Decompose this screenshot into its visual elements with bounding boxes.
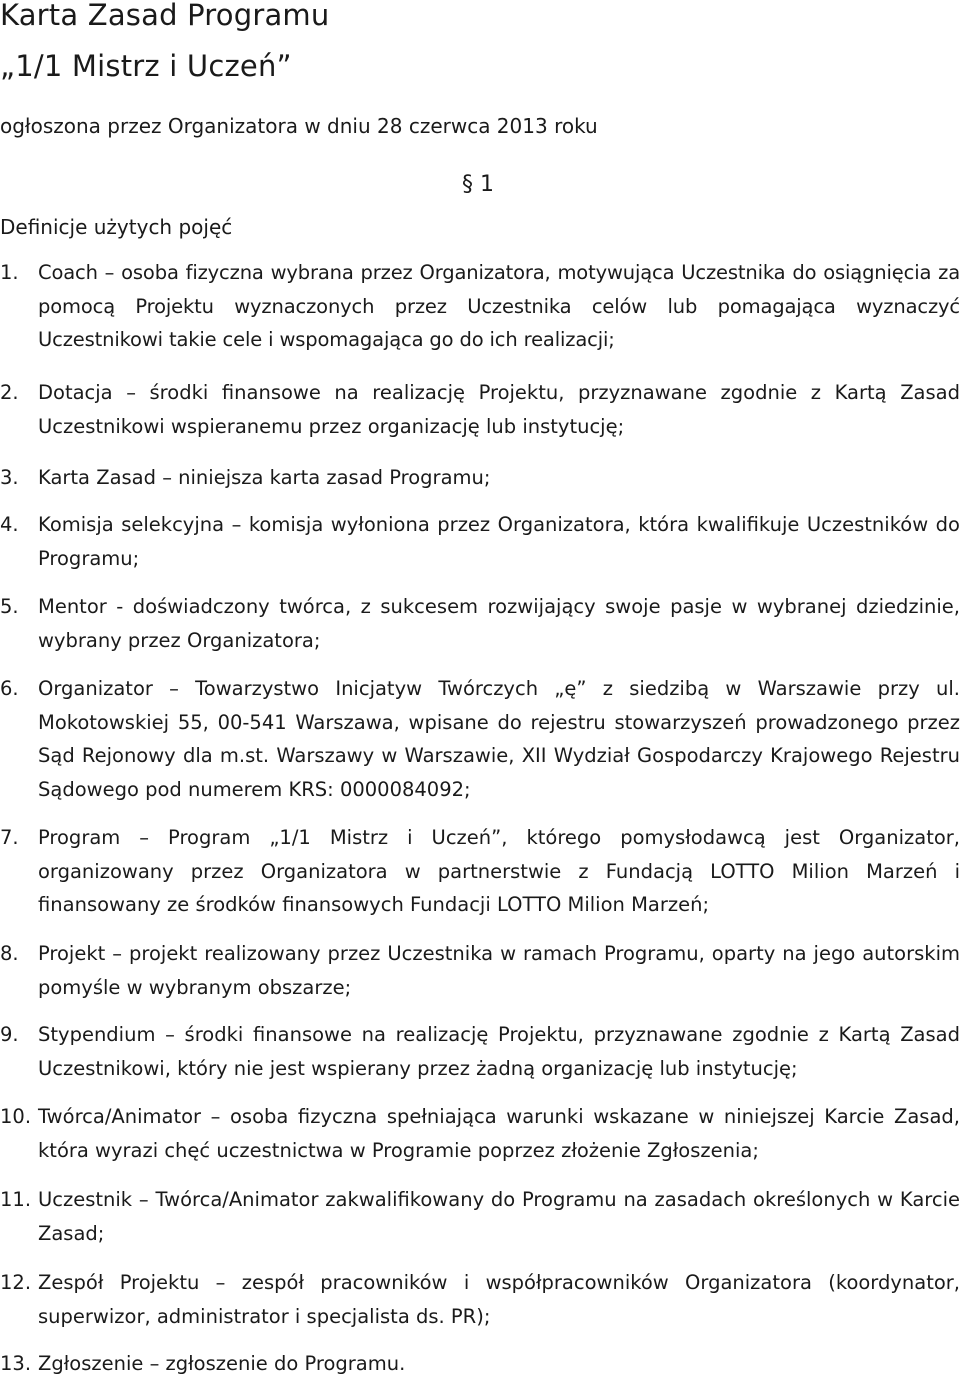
definition-text: Mentor - doświadczony twórca, z sukcesem rozwijający swoje pasje w wybranej dziedzinie, wybrany przez Organizatora; — [38, 595, 960, 652]
definition-number: 4. — [0, 513, 19, 536]
definition-text: Uczestnik – Twórca/Animator zakwalifikowany do Programu na zasadach określonych w Karcie Zasad; — [38, 1188, 960, 1245]
definition-text: Coach – osoba fizyczna wybrana przez Organizatora, motywująca Uczestnika do osiągnięcia za pomocą Projektu wyznaczonych przez Uczestnika celów lub pomagająca wyznaczyć Uczestnikowi takie cele i wspomagająca go do ich realizacji; — [38, 261, 960, 351]
definition-item — [0, 672, 960, 806]
definition-text: Zgłoszenie – zgłoszenie do Programu. — [38, 1352, 406, 1375]
document-title-program-name: „1/1 Mistrz i Uczeń” — [0, 49, 292, 83]
definition-number: 5. — [0, 595, 19, 618]
definition-text: Stypendium – środki finansowe na realizację Projektu, przyznawane zgodnie z Kartą Zasad Uczestnikowi, który nie jest wspierany przez żadną organizację lub instytucję; — [38, 1023, 960, 1080]
definition-text: Zespół Projektu – zespół pracowników i współpracowników Organizatora (koordynator, superwizor, administrator i specjalista ds. PR); — [38, 1271, 960, 1328]
definition-number: 10. — [0, 1105, 32, 1128]
definition-number: 7. — [0, 826, 19, 849]
definition-number: 3. — [0, 466, 19, 489]
definition-item — [0, 461, 960, 495]
definition-text: Komisja selekcyjna – komisja wyłoniona przez Organizatora, która kwalifikuje Uczestników do Programu; — [38, 513, 960, 570]
definition-number: 12. — [0, 1271, 32, 1294]
document-subtitle: ogłoszona przez Organizatora w dniu 28 czerwca 2013 roku — [0, 114, 598, 138]
definition-item — [0, 590, 960, 657]
definition-text: Organizator – Towarzystwo Inicjatyw Twórczych „ę” z siedzibą w Warszawie przy ul. Mokotowskiej 55, 00-541 Warszawa, wpisane do rejestru stowarzyszeń prowadzonego przez Sąd Rejonowy dla m.st. Warszawy w Warszawie, XII Wydział Gospodarczy Krajowego Rejestru Sądowego pod numerem KRS: 0000084092; — [38, 677, 960, 801]
definition-item — [0, 376, 960, 443]
definition-number: 1. — [0, 261, 19, 284]
definition-item — [0, 1018, 960, 1085]
document-title: Karta Zasad Programu — [0, 0, 330, 32]
definition-number: 2. — [0, 381, 19, 404]
definition-text: Program – Program „1/1 Mistrz i Uczeń”, którego pomysłodawcą jest Organizator, organizowany przez Organizatora w partnerstwie z Fundacją LOTTO Milion Marzeń i finansowany ze środków finansowych Fundacji LOTTO Milion Marzeń; — [38, 826, 960, 916]
section-heading: Definicje użytych pojęć — [0, 215, 233, 239]
definition-text: Twórca/Animator – osoba fizyczna spełniająca warunki wskazane w niniejszej Karcie Zasad, która wyrazi chęć uczestnictwa w Programie poprzez złożenie Zgłoszenia; — [38, 1105, 960, 1162]
definition-text: Karta Zasad – niniejsza karta zasad Programu; — [38, 466, 491, 489]
definition-item — [0, 937, 960, 1004]
definition-item — [0, 1347, 960, 1381]
definition-item — [0, 1100, 960, 1167]
definition-text: Projekt – projekt realizowany przez Uczestnika w ramach Programu, oparty na jego autorskim pomyśle w wybranym obszarze; — [38, 942, 960, 999]
definition-item — [0, 256, 960, 357]
definition-item — [0, 508, 960, 575]
section-mark: § 1 — [462, 172, 494, 197]
definition-number: 6. — [0, 677, 19, 700]
definition-text: Dotacja – środki finansowe na realizację Projektu, przyznawane zgodnie z Kartą Zasad Uczestnikowi wspieranemu przez organizację lub instytucję; — [38, 381, 960, 438]
definition-number: 8. — [0, 942, 19, 965]
definition-number: 11. — [0, 1188, 32, 1211]
definition-item — [0, 821, 960, 922]
definition-number: 9. — [0, 1023, 19, 1046]
definition-item — [0, 1266, 960, 1333]
definition-item — [0, 1183, 960, 1250]
definition-number: 13. — [0, 1352, 32, 1375]
